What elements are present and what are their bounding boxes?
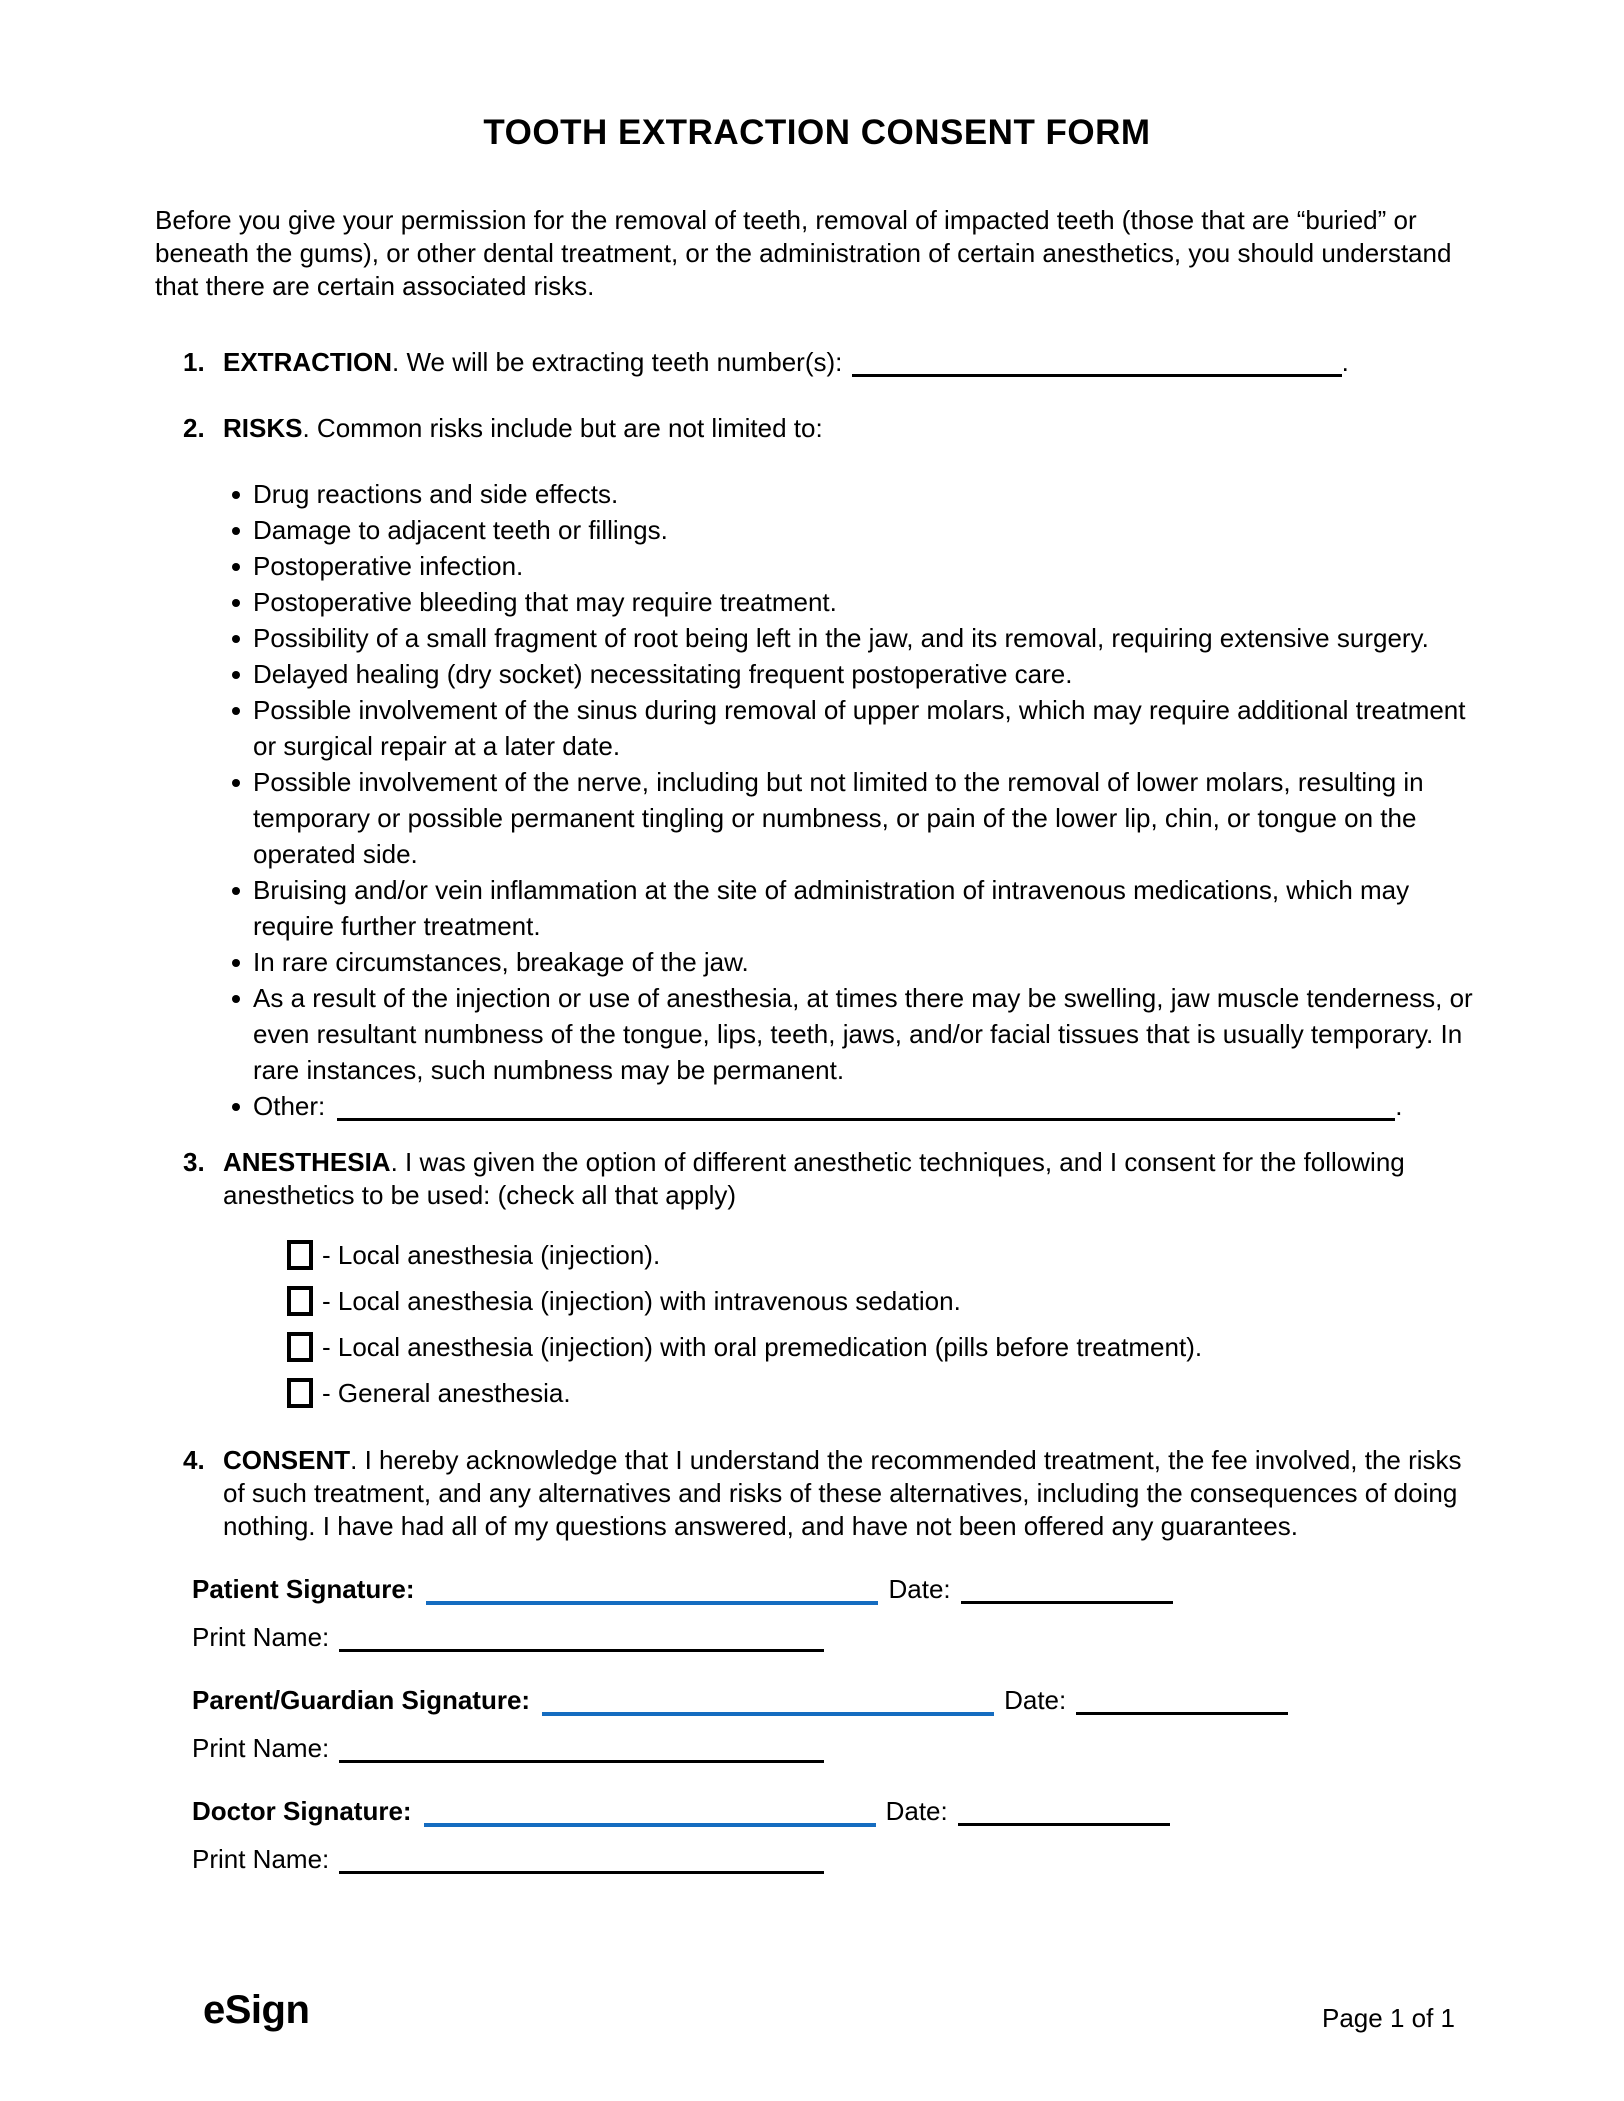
doctor-date-field[interactable] xyxy=(958,1822,1170,1826)
doctor-signature-label: Doctor Signature: xyxy=(192,1796,412,1826)
patient-print-name-field[interactable] xyxy=(339,1648,824,1652)
other-label: Other: xyxy=(253,1091,326,1121)
section-consent-number: 4. xyxy=(183,1445,205,1475)
teeth-numbers-field[interactable] xyxy=(852,373,1342,377)
other-risk-field[interactable] xyxy=(337,1117,1395,1121)
anesthesia-checkbox-3[interactable] xyxy=(287,1378,313,1408)
esign-logo: eSign xyxy=(203,1988,310,2032)
risk-bullet-item: Possibility of a small fragment of root being left in the jaw, and its removal, requiring extensive surgery. xyxy=(223,620,1477,656)
patient-signature-row xyxy=(192,1573,1479,1606)
section-anesthesia-label: ANESTHESIA xyxy=(223,1147,391,1177)
section-anesthesia-number: 3. xyxy=(183,1147,205,1177)
anesthesia-options xyxy=(223,1232,1479,1416)
section-risks-label: RISKS xyxy=(223,413,303,443)
anesthesia-checkbox-0[interactable] xyxy=(287,1240,313,1270)
page-number: Page 1 of 1 xyxy=(1322,2003,1455,2033)
doctor-print-name-label: Print Name: xyxy=(192,1844,330,1874)
anesthesia-option-label: - General anesthesia. xyxy=(322,1377,571,1408)
parent-guardian-print-name-field[interactable] xyxy=(339,1759,824,1763)
parent-guardian-signature-label: Parent/Guardian Signature: xyxy=(192,1685,531,1715)
risk-bullet-item: Postoperative infection. xyxy=(223,548,1477,584)
section-risks-heading xyxy=(223,412,1479,445)
parent-guardian-date-field[interactable] xyxy=(1076,1711,1288,1715)
section-anesthesia xyxy=(183,1146,1479,1416)
anesthesia-checkbox-1[interactable] xyxy=(287,1286,313,1316)
section-anesthesia-text: . I was given the option of different anesthetic techniques, and I consent for the following anesthetics to be used: (check all that apply) xyxy=(223,1147,1405,1210)
risk-bullet-item: Bruising and/or vein inflammation at the site of administration of intravenous medications, which may require further treatment. xyxy=(223,872,1477,944)
patient-signature-block xyxy=(192,1573,1479,1654)
section-extraction-number: 1. xyxy=(183,347,205,377)
risk-bullet-item: Possible involvement of the nerve, including but not limited to the removal of lower molars, resulting in temporary or possible permanent tingling or numbness, or pain of the lower lip, chin, or tongue on the operated side. xyxy=(223,764,1477,872)
doctor-signature-row xyxy=(192,1795,1479,1828)
risk-bullet-item: Drug reactions and side effects. xyxy=(223,476,1477,512)
parent-guardian-signature-field[interactable] xyxy=(542,1712,994,1716)
section-extraction xyxy=(183,346,1479,379)
doctor-signature-block xyxy=(192,1795,1479,1876)
section-consent-body xyxy=(223,1444,1479,1543)
patient-print-name-label: Print Name: xyxy=(192,1622,330,1652)
section-risks xyxy=(183,412,1479,1124)
anesthesia-option-label: - Local anesthesia (injection) with intravenous sedation. xyxy=(322,1285,961,1316)
parent-guardian-print-name-label: Print Name: xyxy=(192,1733,330,1763)
doctor-print-name-row xyxy=(192,1843,1479,1876)
section-risks-body xyxy=(223,412,1479,1124)
parent-guardian-signature-row xyxy=(192,1684,1479,1717)
doctor-date-label: Date: xyxy=(885,1796,948,1826)
anesthesia-checkbox-2[interactable] xyxy=(287,1332,313,1362)
section-consent-text: . I hereby acknowledge that I understand the recommended treatment, the fee involved, the risks of such treatment, and any alternatives and risks of these alternatives, including the consequences of doing nothing. I have had all of my questions answered, and have not been offered any guarantees. xyxy=(223,1445,1462,1541)
parent-guardian-date-label: Date: xyxy=(1004,1685,1067,1715)
section-consent-label: CONSENT xyxy=(223,1445,351,1475)
section-consent xyxy=(183,1444,1479,1543)
doctor-signature-field[interactable] xyxy=(424,1823,876,1827)
section-extraction-body xyxy=(223,346,1479,379)
patient-date-field[interactable] xyxy=(961,1600,1173,1604)
patient-date-label: Date: xyxy=(888,1574,951,1604)
section-anesthesia-heading xyxy=(223,1146,1479,1212)
risk-bullet-item: Damage to adjacent teeth or fillings. xyxy=(223,512,1477,548)
patient-print-name-row xyxy=(192,1621,1479,1654)
section-extraction-label: EXTRACTION xyxy=(223,347,392,377)
other-period: . xyxy=(1395,1091,1403,1121)
parent-guardian-print-name-row xyxy=(192,1732,1479,1765)
section-extraction-period: . xyxy=(1341,347,1349,377)
patient-signature-label: Patient Signature: xyxy=(192,1574,415,1604)
patient-signature-field[interactable] xyxy=(426,1601,878,1605)
doctor-print-name-field[interactable] xyxy=(339,1870,824,1874)
risk-bullet-item: As a result of the injection or use of anesthesia, at times there may be swelling, jaw muscle tenderness, or even resultant numbness of the tongue, lips, teeth, jaws, and/or facial tissues that is usually temporary. In rare instances, such numbness may be permanent. xyxy=(223,980,1477,1088)
risk-bullet-list xyxy=(223,476,1477,1124)
form-title: TOOTH EXTRACTION CONSENT FORM xyxy=(483,113,1151,152)
risk-other-item xyxy=(223,1088,1477,1124)
intro-paragraph: Before you give your permission for the removal of teeth, removal of impacted teeth (those that are “buried” or beneath the gums), or other dental treatment, or the administration of certain anesthetics, you should understand that there are certain associated risks. xyxy=(155,205,1452,301)
section-risks-number: 2. xyxy=(183,413,205,443)
signature-area xyxy=(192,1573,1479,1876)
section-anesthesia-body xyxy=(223,1146,1479,1416)
anesthesia-option-label: - Local anesthesia (injection) with oral premedication (pills before treatment). xyxy=(322,1331,1203,1362)
risk-bullet-item: Possible involvement of the sinus during removal of upper molars, which may require additional treatment or surgical repair at a later date. xyxy=(223,692,1477,764)
anesthesia-option xyxy=(287,1278,1479,1324)
risk-bullet-item: Delayed healing (dry socket) necessitating frequent postoperative care. xyxy=(223,656,1477,692)
anesthesia-option xyxy=(287,1232,1479,1278)
anesthesia-option xyxy=(287,1324,1479,1370)
section-extraction-text: . We will be extracting teeth number(s): xyxy=(392,347,850,377)
anesthesia-option-label: - Local anesthesia (injection). xyxy=(322,1239,661,1270)
parent-guardian-signature-block xyxy=(192,1684,1479,1765)
risk-bullet-item: Postoperative bleeding that may require treatment. xyxy=(223,584,1477,620)
risk-bullet-item: In rare circumstances, breakage of the jaw. xyxy=(223,944,1477,980)
anesthesia-option xyxy=(287,1370,1479,1416)
section-risks-text: . Common risks include but are not limited to: xyxy=(302,413,823,443)
